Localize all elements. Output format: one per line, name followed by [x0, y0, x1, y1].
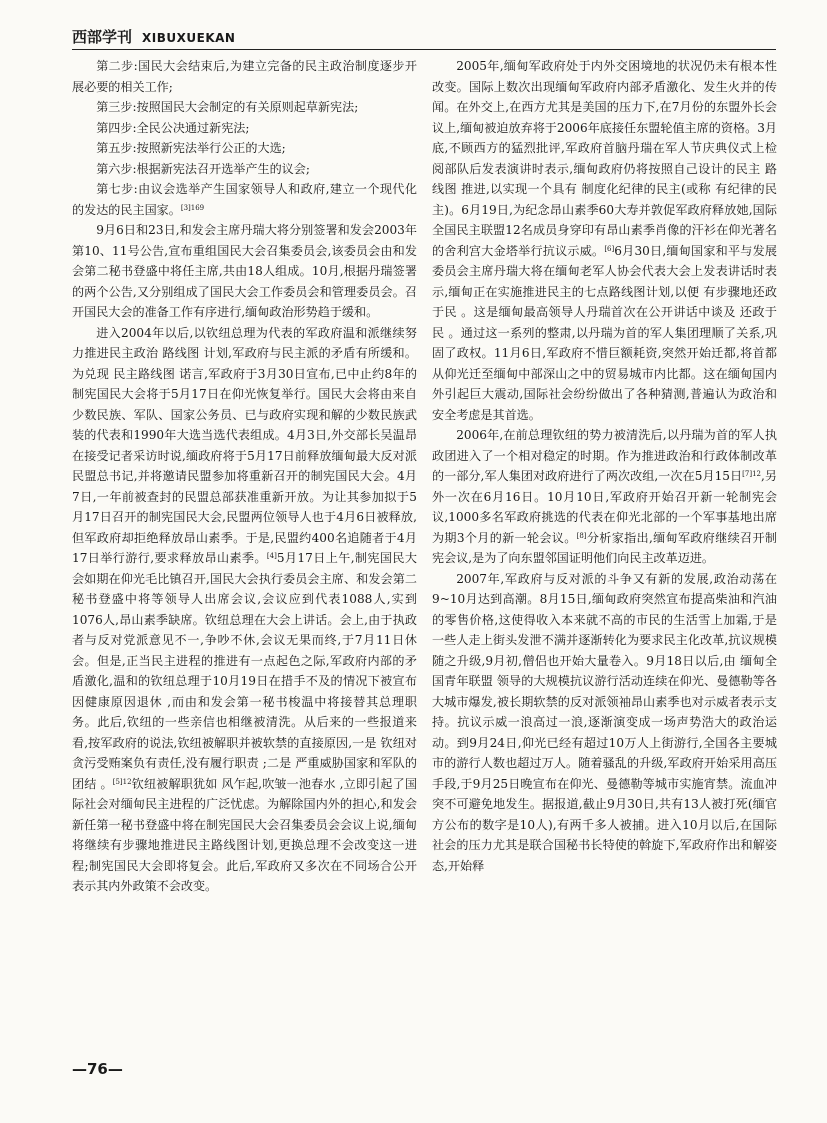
- paragraph: 第七步:由议会选举产生国家领导人和政府,建立一个现代化的发达的民主国家。$^{[3]169}$: [72, 182, 417, 217]
- right-column: [432, 56, 777, 1046]
- journal-title-en: XIBUXUEKAN: [142, 31, 236, 45]
- left-column: [72, 56, 417, 1046]
- header-rule: [72, 49, 776, 50]
- paragraph: 2006年,在前总理钦纽的势力被清洗后,以丹瑞为首的军人执政团进入了一个相对稳定的时期。作为推进政治和行政体制改革的一部分,军人集团对政府进行了两次改组,一次在5月15日$^{[7]12}$,另外一次在6月16日。10月10日,军政府开始召开新一轮制宪会议,1000多名军政府挑选的代表在仰光北部的一个军事基地出席为期3个月的新一轮会议。[8]分析家指出,缅甸军政府继续召开制宪会议,是为了向东盟邻国证明他们向民主改革迈进。: [432, 428, 777, 565]
- citation: [3]169: [180, 203, 205, 212]
- citation: [4]: [266, 552, 277, 560]
- running-header: [72, 26, 776, 48]
- paragraph: 第三步:按照国民大会制定的有关原则起草新宪法;: [96, 100, 359, 114]
- paragraph: 第六步:根据新宪法召开选举产生的议会;: [96, 161, 310, 176]
- paragraph: 2005年,缅甸军政府处于内外交困境地的状况仍未有根本性改变。国际上数次出现缅甸军政府内部矛盾激化、发生火并的传闻。在外交上,在西方尤其是美国的压力下,在7月份的东盟外长会议上,缅甸被迫放弃将于2006年底接任东盟轮值主席的资格。3月底,不顾西方的猛烈批评,军政府首脑丹瑞在军人节庆典仪式上检阅部队后发表演讲时表示,缅甸政府仍将按照自己设计的民主 路线图 推进,以实现一个具有 制度化纪律的民主(或称 有纪律的民主)。6月19日,为纪念昂山素季60大寿并敦促军政府释放她,国际全国民主联盟12名成员身穿印有昂山素季肖像的汗衫在仰光著名的舍利宫大金塔举行抗议示威。[6]6月30日,缅甸国家和平与发展委员会主席丹瑞大将在缅甸老军人协会代表大会上发表讲话时表示,缅甸正在实施推进民主的七点路线图计划,以便 有步骤地还政于民 。这是缅甸最高领导人丹瑞首次在公开讲话中谈及 还政于民 。通过这一系列的整肃,以丹瑞为首的军人集团理顺了关系,巩固了政权。11月6日,军政府不惜巨额耗资,突然开始迁都,将首都从仰光迁至缅甸中部深山之中的贸易城市内比都。这在缅甸国内外引起巨大震动,国际社会纷纷做出了各种猜测,普遍认为政治和安全考虑是其首选。: [432, 59, 777, 422]
- citation: [8]: [576, 531, 587, 540]
- paragraph: 2007年,军政府与反对派的斗争又有新的发展,政治动荡在9~10月达到高潮。8月15日,缅甸政府突然宣布提高柴油和汽油的零售价格,这使得收入本来就不高的市民的生活雪上加霜,于是一些人走上街头发泄不满并逐渐转化为要求民主化改革,抗议规模随之升级,9月初,僧侣也开始大量卷入。9月18日以后,由 缅甸全国青年联盟 领导的大规模抗议游行活动连续在仰光、曼德勒等各大城市爆发,被长期软禁的反对派领袖昂山素季也对示威者表示支持。抗议示威一浪高过一浪,逐渐演变成一场声势浩大的政治运动。到9月24日,仰光已经有超过10万人上街游行,全国各主要城市的游行人数也超过万人。随着骚乱的升级,军政府开始采用高压手段,于9月25日晚宣布在仰光、曼德勒等城市实施宵禁。流血冲突不可避免地发生。据报道,截止9月30日,共有13人被打死(缅官方公布的数字是10人),有两千多人被捕。进入10月以后,在国际社会的压力尤其是联合国秘书长特使的斡旋下,军政府作出和解姿态,开始释: [432, 571, 777, 873]
- journal-title-cn: 西部学刊: [72, 28, 133, 46]
- paragraph: 第二步:国民大会结束后,为建立完备的民主政治制度逐步开展必要的相关工作;: [72, 59, 417, 94]
- paragraph: 进入2004年以后,以钦纽总理为代表的军政府温和派继续努力推进民主政治 路线图 计划,军政府与民主派的矛盾有所缓和。为兑现 民主路线图 诺言,军政府于3月30日宣布,已中止约8年的制宪国民大会将于5月17日在仰光恢复举行。国民大会将由来自少数民族、军队、国家公务员、已与政府实现和解的少数民族武装的代表和1990年大选当选代表组成。4月3日,外交部长吴温昂在接受记者采访时说,缅政府将于5月17日前释放缅甸最大反对派民盟总书记,并将邀请民盟参加将重新召开的制宪国民大会。4月7日,一年前被查封的民盟总部获准重新开放。为让其参加拟于5月17日召开的制宪国民大会,民盟两位领导人也于4月6日被释放,但军政府却拒绝释放昂山素季。于是,民盟约400名追随者于4月17日举行游行,要求释放昂山素季。[4]5月17日上午,制宪国民大会如期在仰光毛比镇召开,国民大会执行委员会主席、和发会第二秘书登盛中将等领导人出席会议,会议应到代表1088人,实到1076人,昂山素季缺席。钦纽总理在大会上讲话。会上,由于执政者与反对党派意见不一,争吵不休,会议无果而终,于7月11日休会。但是,正当民主进程的推进有一点起色之际,军政府内部的矛盾激化,温和的钦纽总理于10月19日在措手不及的情况下被宣布 因健康原因退休 ,而由和发会第一秘书梭温中将接替其总理职务。此后,钦纽的一些亲信也相继被清洗。从后来的一些报道来看,按军政府的说法,钦纽被解职并被软禁的直接原因,一是 钦纽对贪污受贿案负有责任,没有履行职责 ;二是 严重威胁国家和军队的团结 。$^{[5]12}$钦纽被解职犹如 风乍起,吹皱一池春水 ,立即引起了国际社会对缅甸民主进程的广泛忧虑。为解除国内外的担心,和发会新任第一秘书登盛中将在制宪国民大会召集委员会会议上说,缅甸将继续有步骤地推进民主路线图计划,更换总理不会改变这一进程;制宪国民大会即将复会。此后,军政府又多次在不同场合公开表示其内外政策不会改变。: [72, 325, 417, 893]
- paragraph: 第五步:按照新宪法举行公正的大选;: [96, 141, 286, 155]
- paragraph: 9月6日和23日,和发会主席丹瑞大将分别签署和发会2003年第10、11号公告,宣布重组国民大会召集委员会,该委员会由和发会第二秘书登盛中将任主席,共由18人组成。10月,根据丹瑞签署的两个公告,又分别组成了国民大会工作委员会和管理委员会。召开国民大会的准备工作有序进行,缅甸政治形势趋于缓和。: [72, 223, 417, 319]
- page-number: —76—: [72, 1060, 123, 1078]
- paragraph: 第四步:全民公决通过新宪法;: [96, 120, 250, 135]
- citation: [6]: [604, 244, 615, 253]
- citation: [7]12: [742, 470, 761, 478]
- citation: [5]12: [112, 777, 132, 786]
